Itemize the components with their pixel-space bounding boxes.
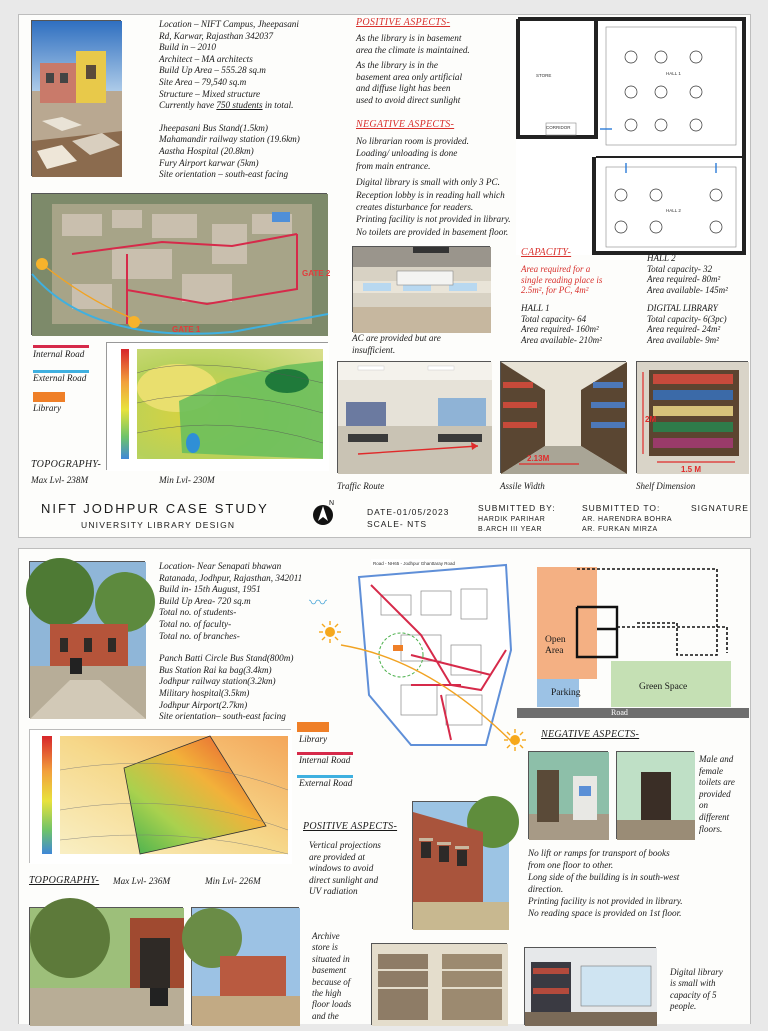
- north-arrow-icon: [311, 499, 339, 527]
- topography-map-second: [29, 729, 291, 863]
- hall-1-line: Area available- 210m²: [521, 334, 602, 345]
- toilet-photo-2: [616, 751, 694, 839]
- archive-line: and the: [312, 1010, 339, 1021]
- students-suffix: in total.: [264, 100, 294, 111]
- scale: SCALE- NTS: [367, 519, 428, 529]
- archive-line: basement: [312, 965, 346, 976]
- digital-line: capacity of 5: [670, 989, 717, 1000]
- negative-line: Loading/ unloading is done: [356, 148, 458, 159]
- capacity-title: CAPACITY-: [521, 247, 572, 258]
- negative-line: Printing facility is not provided in library.: [356, 214, 511, 225]
- topography-title: TOPOGRAPHY-: [31, 459, 102, 470]
- plan-label: STORE: [536, 73, 552, 78]
- info-line: Build in – 2010: [159, 42, 216, 53]
- library-floor-plan: [516, 17, 748, 255]
- sun-icon: [319, 621, 341, 643]
- plan-label: HALL 2: [666, 208, 681, 213]
- positive-line: and diffuse light has been: [356, 83, 451, 94]
- digital-line: Total capacity- 6(3pc): [647, 313, 727, 324]
- submitted-to-name: AR. HARENDRA BOHRA: [582, 516, 673, 523]
- hall-1-line: HALL 1: [521, 303, 550, 313]
- hall-1-line: Area required- 160m²: [521, 324, 599, 335]
- positive-line: area the climate is maintained.: [356, 44, 470, 55]
- toilets-line: female: [699, 765, 723, 776]
- submitted-by-label: SUBMITTED BY:: [478, 503, 556, 513]
- digital-library-note: [670, 967, 723, 1013]
- site-plan-map: [31, 193, 331, 335]
- distance-line: Panch Batti Circle Bus Stand(800m): [159, 653, 294, 664]
- distance-line: Site orientation – south-east facing: [159, 169, 289, 180]
- info-line: Build in- 15th August, 1951: [159, 584, 261, 595]
- zone-parking: Parking: [551, 688, 581, 698]
- negative-line: from one floor to other.: [528, 860, 614, 870]
- toilets-line: Male and: [699, 754, 734, 764]
- archive-line: because of: [312, 976, 351, 987]
- building-photo-nift: [31, 20, 121, 176]
- legend-external-road: External Road: [33, 373, 87, 383]
- submitted-to-label: SUBMITTED TO:: [582, 503, 661, 513]
- map-road-label: Road - NH65 - Jodhpur Ghanttaray Road: [373, 561, 456, 566]
- digital-line: people.: [670, 1001, 697, 1012]
- positive-line: windows to avoid: [309, 863, 374, 874]
- negative-line: Reception lobby is in reading hall which: [356, 189, 505, 200]
- signature-label: SIGNATURE: [691, 503, 749, 513]
- ac-caption-line: insufficient.: [352, 344, 396, 355]
- distance-line: Jheepasani Bus Stand(1.5km): [159, 122, 268, 133]
- digital-line: Digital library: [670, 967, 723, 977]
- negative-line: Long side of the building is in south-west: [528, 872, 680, 882]
- archive-line: Archive: [312, 931, 340, 941]
- info-line: Location- Near Senapati bhawan: [159, 561, 282, 571]
- zone-open-area: Open Area: [545, 635, 566, 656]
- negative-line: No toilets are provided in basement floor.: [356, 226, 509, 237]
- traffic-route-photo: [337, 361, 491, 473]
- legend-library-swatch: [297, 722, 329, 732]
- capacity-note: [521, 264, 602, 296]
- positive-line: As the library is in the: [356, 60, 438, 71]
- distance-line: Military hospital(3.5km): [159, 687, 250, 698]
- gate-1-label: GATE 1: [172, 325, 201, 334]
- building-photo-second: [29, 561, 145, 718]
- distance-line: Bus Station Rai ka bag(3.4km): [159, 664, 272, 675]
- toilets-note: [699, 754, 735, 835]
- case-study-title: NIFT JODHPUR CASE STUDY: [41, 501, 269, 516]
- plan-label: HALL 1: [666, 71, 681, 76]
- info-line: Total no. of branches-: [159, 630, 240, 641]
- distance-line: Aastha Hospital (20.8km): [159, 145, 254, 156]
- positive-line: direct sunlight and: [309, 874, 379, 885]
- archive-line: the high: [312, 988, 342, 999]
- distance-line: Jodhpur railway station(3.2km): [159, 676, 276, 687]
- shelf-height-dimension: 2M: [645, 415, 657, 424]
- info-line: Total no. of faculty-: [159, 618, 232, 629]
- aisle-width-photo: [500, 361, 626, 473]
- entrance-photo: [29, 907, 183, 1025]
- info-line: Rd, Karwar, Rajasthan 342037: [159, 30, 274, 41]
- hall-1-line: Total capacity- 64: [521, 313, 587, 324]
- negative-line: direction.: [528, 884, 564, 894]
- negative-aspects-title-second: NEGATIVE ASPECTS-: [541, 729, 640, 740]
- negative-aspects: [356, 135, 511, 238]
- archive-line: situated in: [312, 953, 350, 964]
- date: DATE-01/05/2023: [367, 507, 450, 517]
- site-map-second: [341, 555, 515, 751]
- sun-icon: [504, 729, 526, 751]
- topography-title-second: TOPOGRAPHY-: [29, 875, 100, 886]
- positive-aspects: [356, 33, 470, 107]
- info-line: Build Up Area- 720 sq.m: [159, 595, 251, 606]
- negative-line: Digital library is small with only 3 PC.: [356, 177, 500, 188]
- plan-label: CORRIDOR: [546, 125, 571, 130]
- toilets-line: on: [699, 800, 708, 811]
- legend-internal-road-swatch: [33, 345, 89, 348]
- distance-line: Fury Airport karwar (5km): [159, 157, 259, 168]
- topography-max: Max Lvl- 238M: [31, 475, 89, 485]
- ac-caption: [352, 333, 441, 356]
- submitted-by-year: B.ARCH III YEAR: [478, 526, 543, 533]
- legend-library: Library: [299, 734, 328, 744]
- hall-2-capacity: [647, 253, 728, 295]
- positive-line: As the library is in basement: [356, 33, 462, 43]
- info-line: Location – NIFT Campus, Jheepasani: [159, 19, 299, 29]
- capacity-note-line: single reading place is: [521, 274, 603, 285]
- negative-line: creates disturbance for readers.: [356, 202, 474, 213]
- digital-line: Area available- 9m²: [647, 334, 719, 345]
- shelf-width-dimension: 1.5 M: [681, 465, 702, 474]
- archive-line: floor loads: [312, 999, 352, 1010]
- vertical-projection-photo: [412, 801, 508, 929]
- positive-line: UV radiation: [309, 886, 358, 897]
- topography-map: [106, 342, 328, 470]
- legend-library: Library: [33, 403, 62, 413]
- wind-icon: 〰: [309, 593, 327, 614]
- digital-line: DIGITAL LIBRARY: [647, 303, 718, 313]
- hall-2-line: Area required- 80m²: [647, 274, 721, 285]
- positive-aspects-second: [309, 840, 381, 898]
- toilets-line: toilets are: [699, 777, 735, 788]
- archive-line: store is: [312, 942, 338, 953]
- distance-line: Mahamandir railway station (19.6km): [159, 134, 300, 145]
- topography-max-second: Max Lvl- 236M: [113, 876, 171, 886]
- submitted-to-name: AR. FURKAN MIRZA: [582, 526, 658, 533]
- info-line: Total no. of students-: [159, 607, 237, 618]
- hall-2-line: Area available- 145m²: [647, 284, 728, 295]
- digital-line: is small with: [670, 978, 716, 989]
- legend-internal-road: Internal Road: [33, 349, 85, 359]
- site-info: [159, 19, 359, 181]
- ac-photo: [352, 246, 490, 332]
- archive-note: [312, 931, 351, 1022]
- digital-library-photo: [524, 947, 656, 1025]
- legend-internal-road: Internal Road: [299, 755, 351, 765]
- gate-2-label: GATE 2: [302, 269, 331, 278]
- distance-line: Jodhpur Airport(2.7km): [159, 699, 248, 710]
- capacity-note-line: Area required for a: [521, 264, 591, 274]
- hall-2-line: Total capacity- 32: [647, 263, 713, 274]
- positive-line: basement area only artificial: [356, 71, 463, 82]
- info-line: Build Up Area – 555.28 sq.m: [159, 65, 266, 76]
- topography-min-second: Min Lvl- 226M: [205, 876, 261, 886]
- toilets-line: different: [699, 811, 730, 822]
- archive-photo: [371, 943, 507, 1025]
- negative-line: Printing facility is not provided in library.: [528, 896, 683, 906]
- north-label: N: [329, 500, 335, 507]
- distance-line: Site orientation– south-east facing: [159, 711, 286, 722]
- toilet-photo-1: [528, 751, 608, 839]
- negative-line: No librarian room is provided.: [356, 136, 469, 146]
- digital-line: Area required- 24m²: [647, 324, 721, 335]
- capacity-note-line: 2.5m², for PC, 4m²: [521, 285, 589, 296]
- site-info-second: [159, 561, 302, 723]
- positive-aspects-title-second: POSITIVE ASPECTS-: [303, 821, 398, 832]
- negative-aspects-title: NEGATIVE ASPECTS-: [356, 119, 455, 130]
- digital-library-capacity: [647, 303, 727, 345]
- case-study-subtitle: UNIVERSITY LIBRARY DESIGN: [81, 520, 236, 530]
- positive-line: used to avoid direct sunlight: [356, 94, 461, 105]
- sheet-nift-case-study: [18, 14, 751, 538]
- positive-line: Vertical projections: [309, 840, 381, 850]
- students-count: 750 students: [216, 100, 263, 111]
- aisle-dimension: 2.13M: [527, 454, 550, 463]
- toilets-line: floors.: [699, 823, 723, 834]
- hall-1-capacity: [521, 303, 602, 345]
- ac-caption-line: AC are provided but are: [352, 333, 441, 343]
- positive-line: are provided at: [309, 851, 365, 862]
- legend-library-swatch: [33, 392, 65, 402]
- toilets-line: provided: [699, 788, 731, 799]
- info-line: Architect – MA architects: [159, 53, 253, 64]
- legend-external-road: External Road: [299, 778, 353, 788]
- negative-aspects-second: [528, 847, 683, 919]
- submitted-by-name: HARDIK PARIHAR: [478, 516, 546, 523]
- zone-road: Road: [611, 708, 628, 717]
- aisle-width-caption: Assile Width: [500, 481, 545, 491]
- negative-line: from main entrance.: [356, 160, 431, 171]
- hall-2-line: HALL 2: [647, 253, 676, 263]
- shelf-dimension-photo: [636, 361, 748, 473]
- negative-line: No reading space is provided on 1st floor.: [528, 908, 682, 918]
- topography-min: Min Lvl- 230M: [159, 475, 215, 485]
- negative-line: No lift or ramps for transport of books: [528, 848, 670, 858]
- sheet-second-case-study: [18, 548, 751, 1024]
- zone-green-space: Green Space: [639, 682, 688, 692]
- info-line: Structure – Mixed structure: [159, 88, 261, 99]
- students-prefix: Currently have: [159, 100, 215, 111]
- traffic-route-caption: Traffic Route: [337, 481, 385, 491]
- info-line: Site Area – 79,540 sq.m: [159, 76, 247, 87]
- shelf-dimension-caption: Shelf Dimension: [636, 481, 696, 491]
- info-line: Ratanada, Jodhpur, Rajasthan, 342011: [159, 572, 303, 583]
- building-side-photo: [191, 907, 299, 1025]
- positive-aspects-title: POSITIVE ASPECTS-: [356, 17, 451, 28]
- students-line: [159, 100, 359, 112]
